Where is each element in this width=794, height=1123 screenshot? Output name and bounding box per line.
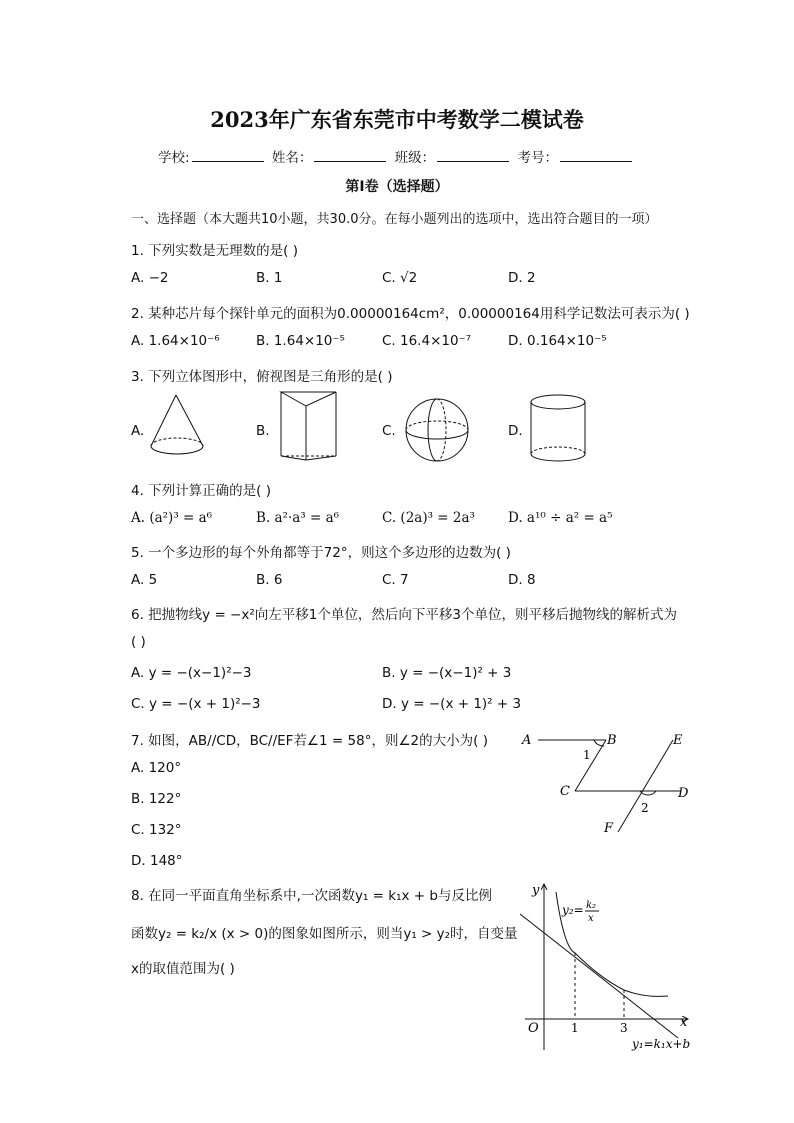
q5-stem: 5. 一个多边形的每个外角都等于72°，则这个多边形的边数为( ) — [131, 545, 511, 561]
q6-option-b[interactable]: B. y = −(x−1)² + 3 — [382, 665, 512, 681]
q4-stem: 4. 下列计算正确的是( ) — [131, 483, 271, 499]
sphere-figure — [403, 396, 471, 464]
q5-option-d[interactable]: D. 8 — [508, 572, 536, 588]
q6-stem: 6. 把抛物线y = −x²向左平移1个单位，然后向下平移3个单位，则平移后抛物线的解析式为 — [131, 607, 677, 623]
y-axis-label: y — [532, 883, 540, 898]
q4-option-c[interactable]: C. (2a)³ = 2a³ — [382, 510, 475, 526]
q4-option-b[interactable]: B. a²·a³ = a⁶ — [256, 510, 340, 526]
label-e: E — [673, 733, 683, 748]
q4-option-a[interactable]: A. (a²)³ = a⁶ — [131, 510, 213, 526]
q3-stem: 3. 下列立体图形中，俯视图是三角形的是( ) — [131, 369, 393, 385]
student-info-row — [0, 146, 794, 166]
q1-option-b[interactable]: B. 1 — [256, 270, 283, 286]
q6-option-c[interactable]: C. y = −(x + 1)²−3 — [131, 696, 261, 712]
x-axis-label: x — [680, 1015, 688, 1030]
q8-stem-line2: 函数y₂ = k₂/x (x > 0)的图象如图所示，则当y₁ > y₂时，自变量 — [131, 926, 518, 942]
q5-option-a[interactable]: A. 5 — [131, 572, 158, 588]
q2-option-d[interactable]: D. 0.164×10⁻⁵ — [508, 333, 607, 349]
q1-stem: 1. 下列实数是无理数的是( ) — [131, 243, 298, 259]
cone-figure — [148, 392, 208, 462]
section-title: 第Ⅰ卷（选择题） — [345, 179, 449, 195]
q5-option-b[interactable]: B. 6 — [256, 572, 283, 588]
q5-option-c[interactable]: C. 7 — [382, 572, 409, 588]
y2-denominator: x — [588, 913, 594, 924]
q6-stem-cont: ( ) — [131, 634, 146, 650]
q1-option-d[interactable]: D. 2 — [508, 270, 536, 286]
q8-stem-line3: x的取值范围为( ) — [131, 961, 235, 977]
tick-1-label: 1 — [571, 1021, 579, 1035]
paper-title: 2023年广东省东莞市中考数学二模试卷 — [210, 107, 584, 132]
name-label: 姓名： — [271, 150, 313, 166]
q3-option-b[interactable]: B. — [256, 423, 270, 439]
class-blank[interactable] — [437, 149, 509, 162]
q2-stem: 2. 某种芯片每个探针单元的面积为0.00000164cm²，0.00000164用科学记数法可表示为( ) — [131, 306, 690, 322]
q2-option-b[interactable]: B. 1.64×10⁻⁵ — [256, 333, 345, 349]
q7-option-c[interactable]: C. 132° — [131, 822, 182, 838]
class-label: 班级： — [394, 150, 436, 166]
q6-option-a[interactable]: A. y = −(x−1)²−3 — [131, 665, 252, 681]
q7-stem: 7. 如图，AB//CD，BC//EF若∠1 = 58°，则∠2的大小为( ) — [131, 733, 488, 749]
part-heading: 一、选择题（本大题共10小题，共30.0分。在每小题列出的选项中，选出符合题目的一项） — [131, 212, 658, 227]
q7-option-d[interactable]: D. 148° — [131, 853, 183, 869]
q6-option-d[interactable]: D. y = −(x + 1)² + 3 — [382, 696, 522, 712]
tick-3-label: 3 — [620, 1021, 628, 1035]
origin-label: O — [528, 1021, 539, 1036]
q4-option-d[interactable]: D. a¹⁰ ÷ a² = a⁵ — [508, 510, 613, 526]
q3-option-c[interactable]: C. — [382, 423, 396, 439]
cylinder-figure — [528, 392, 590, 464]
label-f: F — [604, 821, 614, 836]
label-b: B — [607, 733, 617, 748]
label-a: A — [522, 733, 532, 748]
y1-label: y₁=k₁x+b — [632, 1037, 691, 1051]
q7-option-b[interactable]: B. 122° — [131, 791, 182, 807]
q1-option-a[interactable]: A. −2 — [131, 270, 169, 286]
q3-option-a[interactable]: A. — [131, 423, 145, 439]
label-c: C — [560, 784, 570, 799]
q7-parallel-lines-figure — [518, 728, 698, 838]
q8-function-graph — [520, 878, 700, 1054]
y2-numerator: k₂ — [586, 900, 597, 911]
q2-option-c[interactable]: C. 16.4×10⁻⁷ — [382, 333, 472, 349]
school-label: 学校: — [158, 150, 190, 166]
exam-no-label: 考号： — [517, 150, 558, 166]
prism-figure — [278, 388, 340, 464]
q3-option-d[interactable]: D. — [508, 423, 523, 439]
exam-no-blank[interactable] — [560, 149, 632, 162]
label-d: D — [678, 786, 689, 801]
y2-label: y₂= — [562, 903, 584, 917]
q8-stem-line1: 8. 在同一平面直角坐标系中,一次函数y₁ = k₁x + b与反比例 — [131, 888, 492, 904]
q7-option-a[interactable]: A. 120° — [131, 760, 182, 776]
name-blank[interactable] — [314, 149, 386, 162]
school-blank[interactable] — [192, 149, 264, 162]
angle-2-label: 2 — [641, 801, 649, 815]
angle-1-label: 1 — [583, 748, 591, 762]
q2-option-a[interactable]: A. 1.64×10⁻⁶ — [131, 333, 220, 349]
q1-option-c[interactable]: C. √2 — [382, 270, 418, 286]
